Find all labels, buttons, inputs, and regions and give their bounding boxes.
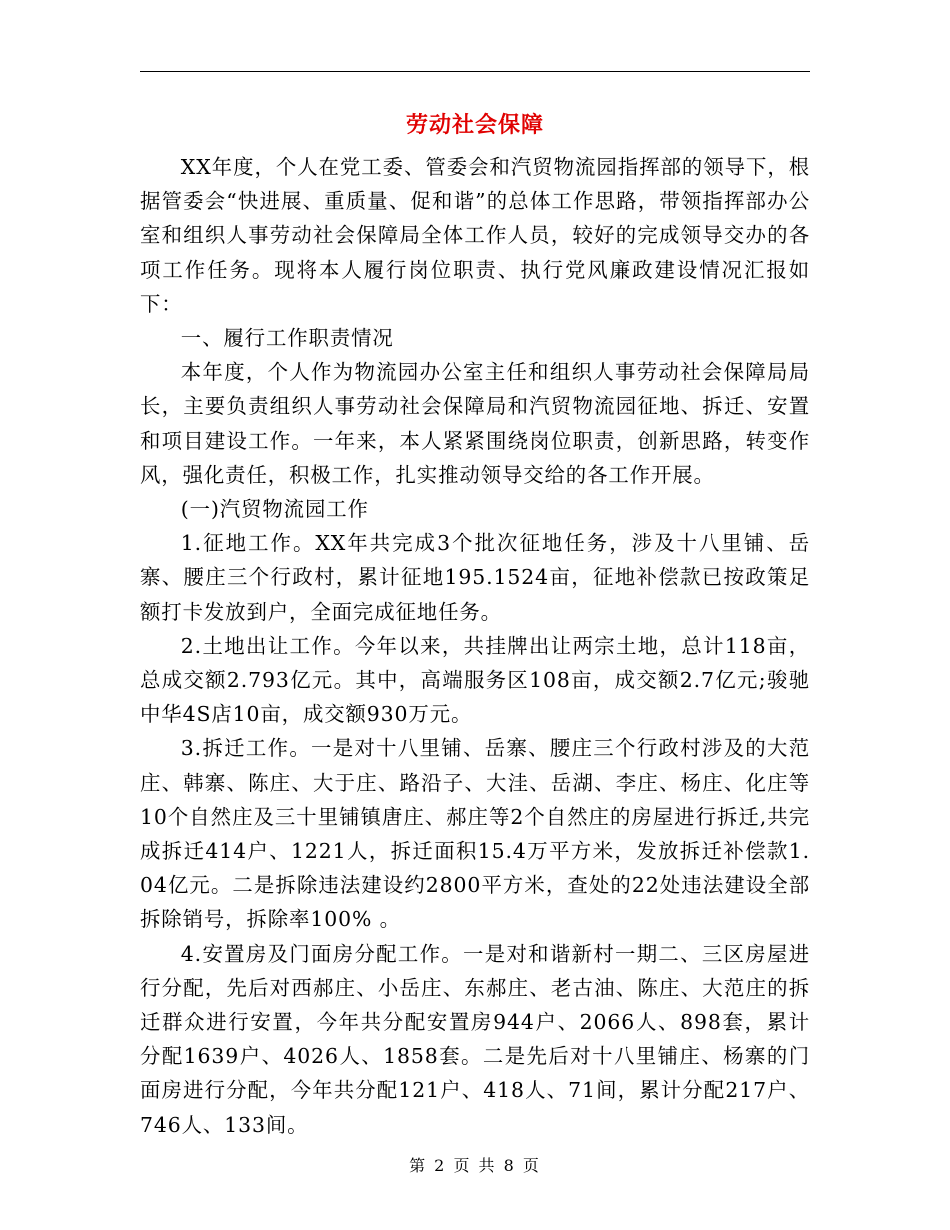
section-heading-duties: 一、履行工作职责情况 xyxy=(180,326,394,351)
document-body xyxy=(140,150,810,1142)
paragraph-demolition: 3.拆迁工作。一是对十八里铺、岳寨、腰庄三个行政村涉及的大范庄、韩寨、陈庄、大于庄、路沿子、大洼、岳湖、李庄、杨庄、化庄等10个自然庄及三十里铺镇唐庄、郝庄等2个自然庄的房屋进行拆迁,共完成拆迁414户、1221人，拆迁面积15.4万平方米，发放拆迁补偿款1.04亿元。二是拆除违法建设约2800平方米，查处的22处违法建设全部拆除销号，拆除率100% 。 xyxy=(140,736,810,932)
paragraph-land-transfer: 2.土地出让工作。今年以来，共挂牌出让两宗土地，总计118亩，总成交额2.793亿元。其中，高端服务区108亩，成交额2.7亿元;骏驰中华4S店10亩，成交额930万元。 xyxy=(140,633,810,727)
header-rule xyxy=(140,71,810,72)
document-title: 劳动社会保障 xyxy=(405,112,544,138)
paragraph-intro: XX年度，个人在党工委、管委会和汽贸物流园指挥部的领导下，根据管委会“快进展、重质量、促和谐”的总体工作思路，带领指挥部办公室和组织人事劳动社会保障局全体工作人员，较好的完成领导交办的各项工作任务。现将本人履行岗位职责、执行党风廉政建设情况汇报如下： xyxy=(140,155,810,316)
paragraph-duties: 本年度，个人作为物流园办公室主任和组织人事劳动社会保障局局长，主要负责组织人事劳动社会保障局和汽贸物流园征地、拆迁、安置和项目建设工作。一年来，本人紧紧围绕岗位职责，创新思路，转变作风，强化责任，积极工作，扎实推动领导交给的各工作开展。 xyxy=(140,360,810,487)
paragraph-land-acquisition: 1.征地工作。XX年共完成3个批次征地任务，涉及十八里铺、岳寨、腰庄三个行政村，累计征地195.1524亩，征地补偿款已按政策足额打卡发放到户，全面完成征地任务。 xyxy=(140,531,810,624)
paragraph-housing-allocation: 4.安置房及门面房分配工作。一是对和谐新村一期二、三区房屋进行分配，先后对西郝庄、小岳庄、东郝庄、老古油、陈庄、大范庄的拆迁群众进行安置，今年共分配安置房944户、2066人、898套，累计分配1639户、4026人、1858套。二是先后对十八里铺庄、杨寨的门面房进行分配，今年共分配121户、418人、71间，累计分配217户、746人、133间。 xyxy=(140,941,810,1137)
subsection-heading-logistics-park: (一)汽贸物流园工作 xyxy=(180,497,369,522)
page-number-footer: 第 2 页 共 8 页 xyxy=(409,1156,541,1175)
